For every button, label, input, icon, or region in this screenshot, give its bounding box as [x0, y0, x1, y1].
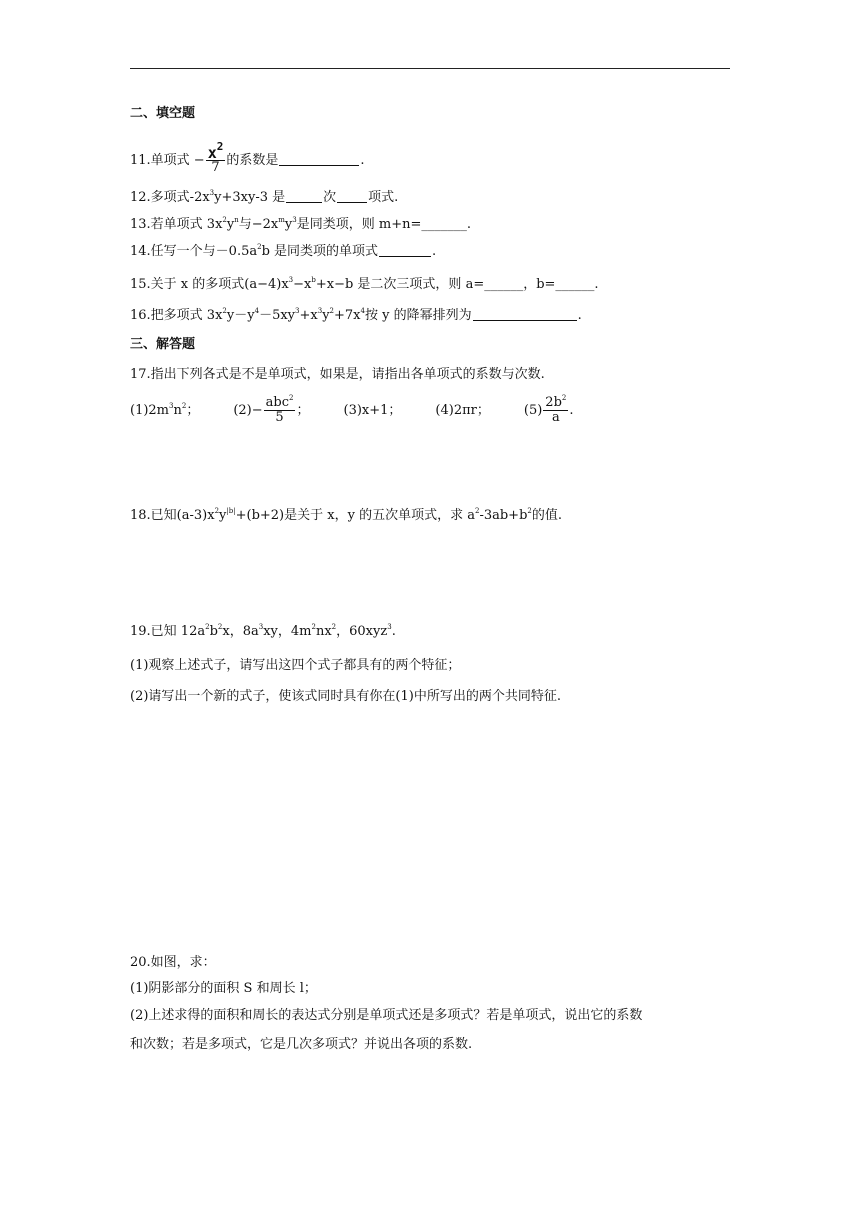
q13-text-f: 是同类项，则 m+n=_______.	[296, 217, 471, 232]
q18-text-d: -3ab+b	[479, 508, 528, 523]
q13-exp4: 3	[292, 216, 297, 224]
q12-exp: 3	[209, 189, 215, 197]
q11-text: 11.单项式 −	[130, 153, 205, 168]
q12-terms-blank[interactable]	[337, 190, 367, 203]
q17-item-1	[130, 402, 199, 420]
question-16	[130, 307, 582, 325]
q16-answer-blank[interactable]	[473, 308, 577, 321]
q13-text-b: y	[226, 217, 235, 232]
q17-i2-denominator: 5	[275, 410, 284, 425]
q11-answer-blank[interactable]	[279, 153, 359, 166]
q11-end: .	[360, 153, 365, 168]
q19-text: 19.已知 12a	[130, 624, 206, 639]
q18-text-b: y	[219, 508, 227, 523]
q13-exp3: m	[278, 216, 285, 224]
q12-text-c: 次	[323, 190, 337, 205]
q17-i5-numerator: 2b	[545, 395, 562, 410]
q19-text-f: nx	[315, 624, 332, 639]
question-13	[130, 216, 471, 234]
question-17-items	[130, 396, 574, 425]
q17-i1-exp1: 3	[169, 401, 174, 410]
q15-text-c: +x−b 是二次三项式，则 a=______，b=______.	[315, 277, 599, 292]
q17-i2-text: (2)−	[233, 403, 263, 418]
q19-exp2: 2	[217, 623, 223, 631]
question-15	[130, 276, 599, 294]
q16-exp6: 4	[360, 307, 365, 315]
header-rule	[130, 68, 730, 69]
q17-i2-fraction	[264, 396, 296, 425]
q18-text: 18.已知(a-3)x	[130, 508, 215, 523]
q11-text-post: 的系数是	[226, 153, 279, 168]
q13-text: 13.若单项式 3x	[130, 217, 223, 232]
question-19	[130, 623, 396, 641]
q17-i2-numerator: abc	[265, 395, 290, 410]
section-title-answer: 三、解答题	[130, 337, 196, 352]
q16-exp2: 4	[254, 307, 260, 315]
q17-i5-text: (5)	[523, 403, 543, 418]
q17-i2-end: ；	[296, 403, 310, 418]
q11-numerator: x	[207, 144, 217, 162]
q18-text-c: +(b+2)是关于 x，y 的五次单项式，求 a	[235, 508, 475, 523]
q16-exp5: 2	[329, 307, 335, 315]
section-title-fill-in: 二、填空题	[130, 106, 196, 121]
q12-text: 12.多项式-2x	[130, 190, 210, 205]
question-20-stem: 20.如图，求：	[130, 955, 216, 970]
q18-text-f: 的值.	[531, 508, 562, 523]
q14-exp1: 2	[257, 243, 262, 251]
q15-exp1: 3	[288, 276, 294, 284]
q14-end: .	[432, 244, 437, 259]
q19-exp3: 3	[258, 623, 264, 631]
q14-text-b: b 是同类项的单项式	[261, 244, 379, 259]
q12-text-d: 项式.	[368, 190, 399, 205]
question-19-part-2: (2)请写出一个新的式子，使该式同时具有你在(1)中所写出的两个共同特征.	[130, 689, 561, 704]
q15-text-b: −x	[293, 277, 312, 292]
question-20-part-2b: 和次数；若是多项式，它是几次多项式？并说出各项的系数.	[130, 1037, 473, 1052]
question-14	[130, 243, 436, 261]
q11-fraction	[206, 140, 226, 175]
q16-exp3: 3	[295, 307, 300, 315]
q17-i5-fraction	[543, 396, 568, 425]
q18-exp3: 2	[474, 507, 480, 515]
q17-i1-exp2: 2	[181, 401, 187, 410]
q16-text-g: +7x	[334, 308, 361, 323]
q19-text-d: xy，4m	[263, 624, 312, 639]
q12-text-b: y+3xy-3 是	[214, 190, 286, 205]
q16-text-c: －5xy	[259, 308, 296, 323]
q19-exp6: 3	[387, 623, 392, 631]
q17-i5-exp: 2	[561, 394, 567, 402]
q16-text-h: 按 y 的降幂排列为	[364, 308, 472, 323]
question-20-part-2a: (2)上述求得的面积和周长的表达式分别是单项式还是多项式？若是单项式，说出它的系数	[130, 1008, 643, 1023]
q17-i1-end: ；	[186, 402, 200, 418]
q13-exp2: n	[234, 216, 239, 224]
q19-text-c: x，8a	[222, 624, 259, 639]
q14-answer-blank[interactable]	[379, 244, 431, 257]
q19-end: .	[391, 624, 396, 639]
question-17-stem: 17.指出下列各式是不是单项式，如果是，请指出各单项式的系数与次数.	[130, 367, 545, 382]
question-18	[130, 507, 562, 525]
q18-exp1: 2	[214, 507, 220, 515]
q16-text: 16.把多项式 3x	[130, 308, 223, 323]
q17-i2-exp: 2	[289, 394, 294, 402]
q17-i5-denominator: a	[551, 410, 560, 425]
q17-item-3: (3)x+1；	[343, 402, 402, 418]
question-12	[130, 189, 398, 207]
question-20-part-1: (1)阴影部分的面积 S 和周长 l；	[130, 981, 317, 996]
q19-exp5: 2	[331, 623, 337, 631]
q19-exp4: 2	[311, 623, 316, 631]
q13-exp1: 2	[222, 216, 227, 224]
q11-exponent: 2	[216, 140, 224, 153]
q16-text-d: +x	[299, 308, 318, 323]
q19-text-b: b	[209, 624, 218, 639]
q15-exp2: b	[311, 276, 316, 284]
q16-exp1: 2	[222, 307, 227, 315]
q18-exp2: |b|	[226, 507, 236, 515]
q19-text-g: ，60xyz	[336, 624, 388, 639]
q18-exp4: 2	[527, 507, 532, 515]
q12-degree-blank[interactable]	[286, 190, 322, 203]
q16-end: .	[577, 308, 582, 323]
q15-text: 15.关于 x 的多项式(a−4)x	[130, 277, 289, 292]
question-19-part-1: (1)观察上述式子，请写出这四个式子都具有的两个特征；	[130, 658, 461, 673]
q14-text: 14.任写一个与－0.5a	[130, 244, 258, 259]
q19-exp1: 2	[205, 623, 210, 631]
q17-i5-end: .	[569, 403, 574, 418]
q13-text-d: y	[284, 217, 293, 232]
q17-i1-text: (1)2m	[130, 402, 170, 418]
question-11	[130, 140, 365, 175]
q17-item-4: (4)2πr；	[435, 402, 490, 418]
q17-item-5	[524, 396, 574, 425]
q16-exp4: 3	[317, 307, 323, 315]
q11-denominator: 7	[211, 160, 220, 175]
q13-text-c: 与−2x	[238, 217, 279, 232]
q16-text-b: y－y	[226, 308, 255, 323]
q16-text-f: y	[322, 308, 330, 323]
q17-i1-text-b: n	[173, 402, 182, 418]
q17-item-2	[233, 396, 309, 425]
